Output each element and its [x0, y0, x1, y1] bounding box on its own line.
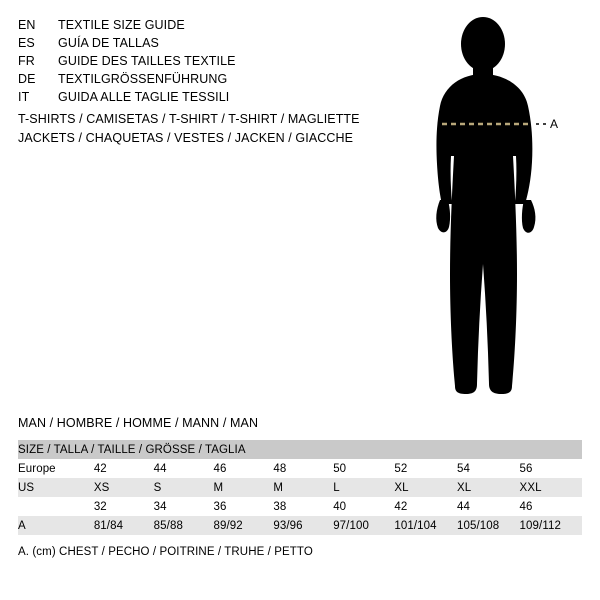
table-row: [18, 459, 582, 478]
language-row: [18, 70, 378, 88]
language-text: TEXTILGRÖSSENFÜHRUNG: [58, 72, 228, 86]
row-value: 85/88: [154, 516, 214, 535]
row-value: 81/84: [94, 516, 154, 535]
row-value: 32: [94, 497, 154, 516]
garment-line-jackets: JACKETS / CHAQUETAS / VESTES / JACKEN / GIACCHE: [18, 131, 354, 145]
row-label: Europe: [18, 459, 94, 478]
garment-types: [18, 110, 418, 148]
table-footnote: A. (cm) CHEST / PECHO / POITRINE / TRUHE / PETTO: [18, 546, 313, 558]
row-value: S: [154, 478, 214, 497]
size-table: [18, 440, 582, 535]
row-label: US: [18, 478, 94, 497]
language-text: GUÍA DE TALLAS: [58, 36, 159, 50]
table-title: MAN / HOMBRE / HOMME / MANN / MAN: [18, 416, 259, 430]
row-label: [18, 497, 94, 516]
language-list: [18, 16, 378, 106]
row-value: 101/104: [394, 516, 457, 535]
row-value: 40: [333, 497, 394, 516]
row-value: 89/92: [214, 516, 274, 535]
table-header-label: SIZE / TALLA / TAILLE / GRÖSSE / TAGLIA: [18, 440, 582, 459]
measure-label-a: A: [550, 117, 559, 131]
male-figure-illustration: [400, 14, 600, 404]
row-value: 56: [520, 459, 582, 478]
language-code: DE: [18, 72, 36, 86]
row-value: 36: [214, 497, 274, 516]
row-value: 109/112: [520, 516, 582, 535]
language-code: EN: [18, 18, 36, 32]
row-value: 97/100: [333, 516, 394, 535]
row-value: L: [333, 478, 394, 497]
male-silhouette-icon: [400, 14, 600, 404]
row-value: XL: [457, 478, 520, 497]
language-row: [18, 16, 378, 34]
row-value: XS: [94, 478, 154, 497]
language-text: GUIDA ALLE TAGLIE TESSILI: [58, 90, 230, 104]
language-text: GUIDE DES TAILLES TEXTILE: [58, 54, 236, 68]
row-value: 52: [394, 459, 457, 478]
row-value: 42: [94, 459, 154, 478]
row-value: 42: [394, 497, 457, 516]
table-row: [18, 497, 582, 516]
table-header-row: [18, 440, 582, 459]
language-code: IT: [18, 90, 30, 104]
row-value: 54: [457, 459, 520, 478]
language-code: ES: [18, 36, 35, 50]
row-value: 46: [214, 459, 274, 478]
row-value: 44: [457, 497, 520, 516]
row-value: M: [273, 478, 333, 497]
row-value: 46: [520, 497, 582, 516]
language-row: [18, 88, 378, 106]
row-value: XL: [394, 478, 457, 497]
row-value: 38: [273, 497, 333, 516]
row-value: 50: [333, 459, 394, 478]
row-value: M: [214, 478, 274, 497]
language-row: [18, 52, 378, 70]
row-value: 93/96: [273, 516, 333, 535]
row-value: 105/108: [457, 516, 520, 535]
table-row: [18, 516, 582, 535]
garment-line-tshirts: T-SHIRTS / CAMISETAS / T-SHIRT / T-SHIRT / MAGLIETTE: [18, 112, 360, 126]
row-label: A: [18, 516, 94, 535]
row-value: 34: [154, 497, 214, 516]
row-value: 44: [154, 459, 214, 478]
language-code: FR: [18, 54, 35, 68]
row-value: XXL: [520, 478, 582, 497]
language-text: TEXTILE SIZE GUIDE: [58, 18, 185, 32]
language-row: [18, 34, 378, 52]
row-value: 48: [273, 459, 333, 478]
table-row: [18, 478, 582, 497]
